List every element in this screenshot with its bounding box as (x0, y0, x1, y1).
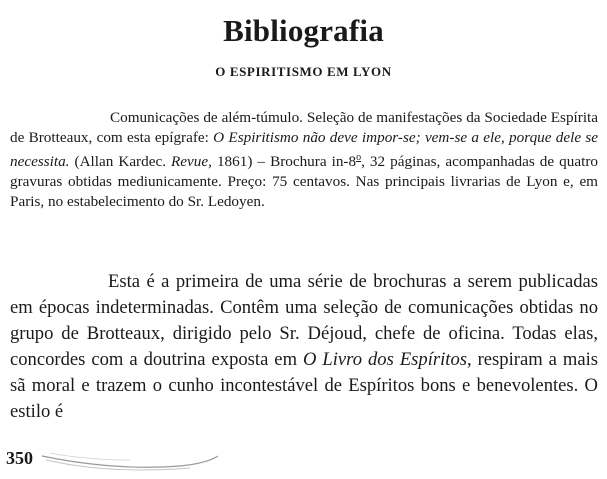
paragraph-text-2: , respiram a mais sã moral e trazem o cunho incontestável de Espíritos bons e benevolentes. O estilo é (10, 349, 598, 422)
page-title: Bibliografia (223, 13, 384, 48)
page-number: 350 (6, 448, 33, 468)
reference-superscript: o (356, 152, 362, 163)
reference-journal: Revue (171, 153, 209, 171)
reference-text-2: (Allan Kardec. (69, 153, 172, 171)
decorative-swash-icon (40, 448, 220, 474)
reference-text-4: , 32 páginas, acompanhadas de quatro gravuras obtidas mediunicamente. Preço: 75 centavos. Nas principais livrarias de Lyon e, em Paris, no estabelecimento do Sr. Ledoyen. (10, 153, 598, 211)
body-paragraph (10, 269, 598, 425)
bibliographic-reference (10, 108, 598, 212)
reference-text-1: Comunicações de além-túmulo. Seleção de manifestações da Sociedade Espírita de Brotteaux, com esta epígrafe: (10, 109, 598, 146)
section-subtitle: O ESPIRITISMO EM LYON (215, 64, 392, 79)
reference-text-3: , 1861) – Brochura in-8 (208, 153, 357, 171)
paragraph-text-1: Esta é a primeira de uma série de brochuras a serem publicadas em épocas indeterminadas. Contêm uma seleção de comunicações obtidas no grupo de Brotteaux, dirigido pelo Sr. Déjoud, chefe de oficina. Todas elas, concordes com a doutrina exposta em (10, 271, 598, 370)
reference-epigraph: O Espiritismo não deve impor-se; vem-se a ele, porque dele se necessita. (10, 129, 599, 171)
paragraph-book-title: O Livro dos Espíritos (303, 349, 467, 370)
